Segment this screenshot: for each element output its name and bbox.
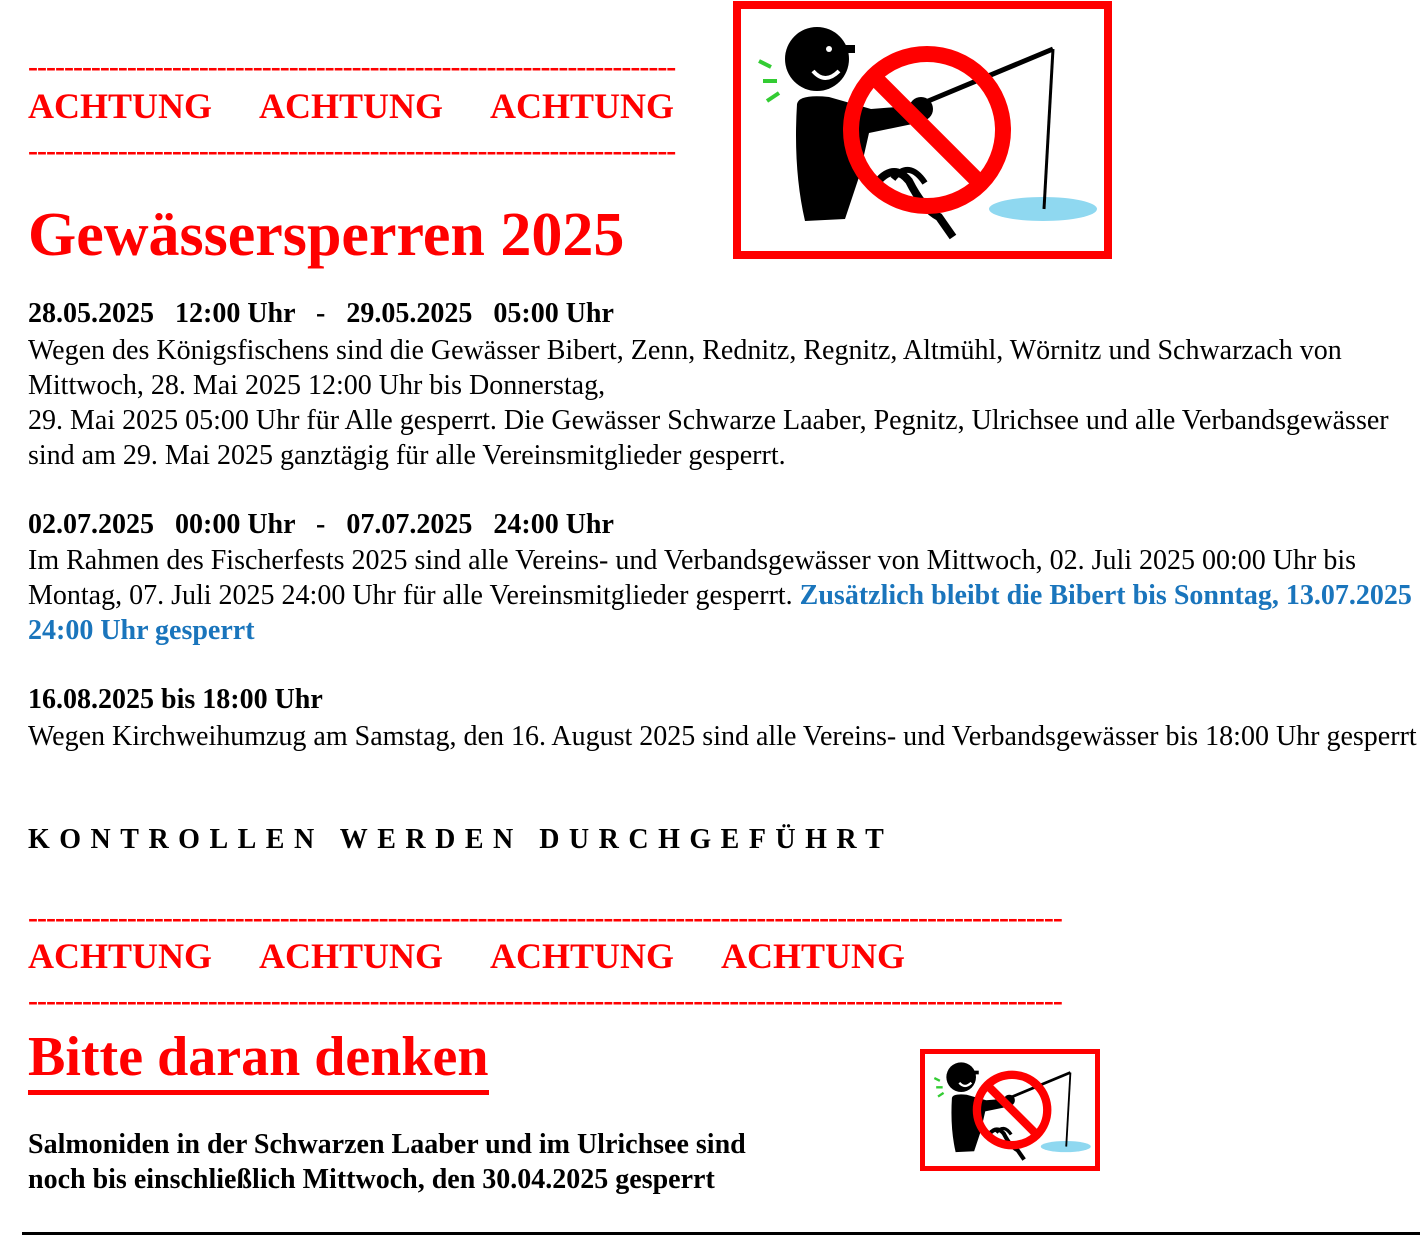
achtung-word: ACHTUNG (28, 936, 213, 976)
reminder-title: Bitte daran denken (28, 1026, 489, 1095)
top-dash-line-lower: ------------------------------------------------------------------------ (28, 136, 676, 166)
reminder-text (28, 1127, 848, 1197)
bottom-divider (22, 1232, 1420, 1235)
page-title: Gewässersperren 2025 (28, 201, 625, 269)
achtung-word: ACHTUNG (721, 936, 906, 976)
closure-date-3: 16.08.2025 bis 18:00 Uhr (28, 684, 323, 715)
closure-text-1-part-1: Wegen des Königsfischens sind die Gewässer Bibert, Zenn, Rednitz, Regnitz, Altmühl, Wörnitz und Schwarzach von Mittwoch, 28. Mai 2025 12:00 Uhr bis Donnerstag, (28, 335, 1342, 401)
closure-text-2-main: Im Rahmen des Fischerfests 2025 sind alle Vereins- und Verbandsgewässer von Mittwoch, 02. Juli 2025 00:00 Uhr bis Montag, 07. Juli 2025 24:00 Uhr für alle Vereinsmitglieder gesperrt. (28, 545, 1357, 611)
top-achtung-row (28, 86, 721, 126)
controls-notice: KONTROLLEN WERDEN DURCHGEFÜHRT (28, 824, 894, 855)
top-dash-line-upper: ------------------------------------------------------------------------ (28, 52, 676, 82)
achtung-word: ACHTUNG (259, 86, 444, 126)
no-fishing-sign-icon (733, 1, 1112, 259)
closure-date-2: 02.07.2025 00:00 Uhr - 07.07.2025 24:00 Uhr (28, 509, 614, 540)
achtung-word: ACHTUNG (259, 936, 444, 976)
bottom-dash-line-upper: ------------------------------------------------------------------------------------------------------------------- (28, 903, 1062, 933)
closure-highlight: Zusätzlich bleibt die Bibert bis Sonntag, 13.07.2025 24:00 Uhr gesperrt (28, 580, 1412, 646)
closure-text-1 (28, 333, 1423, 473)
closure-date-1: 28.05.2025 12:00 Uhr - 29.05.2025 05:00 Uhr (28, 298, 614, 329)
reminder-text-line-1: Salmoniden in der Schwarzen Laaber und im Ulrichsee sind (28, 1129, 746, 1160)
closure-text-1-part-2: 29. Mai 2025 05:00 Uhr für Alle gesperrt. Die Gewässer Schwarze Laaber, Pegnitz, Ulrichsee und alle Verbandsgewässer sind am 29. Mai 2025 ganztägig für alle Vereinsmitglieder gesperrt. (28, 405, 1389, 471)
bottom-achtung-row (28, 936, 952, 976)
no-fishing-sign-small-icon (920, 1049, 1100, 1171)
closure-text-3: Wegen Kirchweihumzug am Samstag, den 16. August 2025 sind alle Vereins- und Verbandsgewässer bis 18:00 Uhr gesperrt (28, 721, 1417, 752)
achtung-word: ACHTUNG (490, 86, 675, 126)
achtung-word: ACHTUNG (490, 936, 675, 976)
reminder-text-line-2: noch bis einschließlich Mittwoch, den 30.04.2025 gesperrt (28, 1164, 715, 1195)
bottom-dash-line-lower: ------------------------------------------------------------------------------------------------------------------- (28, 986, 1062, 1016)
closure-text-2 (28, 543, 1423, 648)
achtung-word: ACHTUNG (28, 86, 213, 126)
